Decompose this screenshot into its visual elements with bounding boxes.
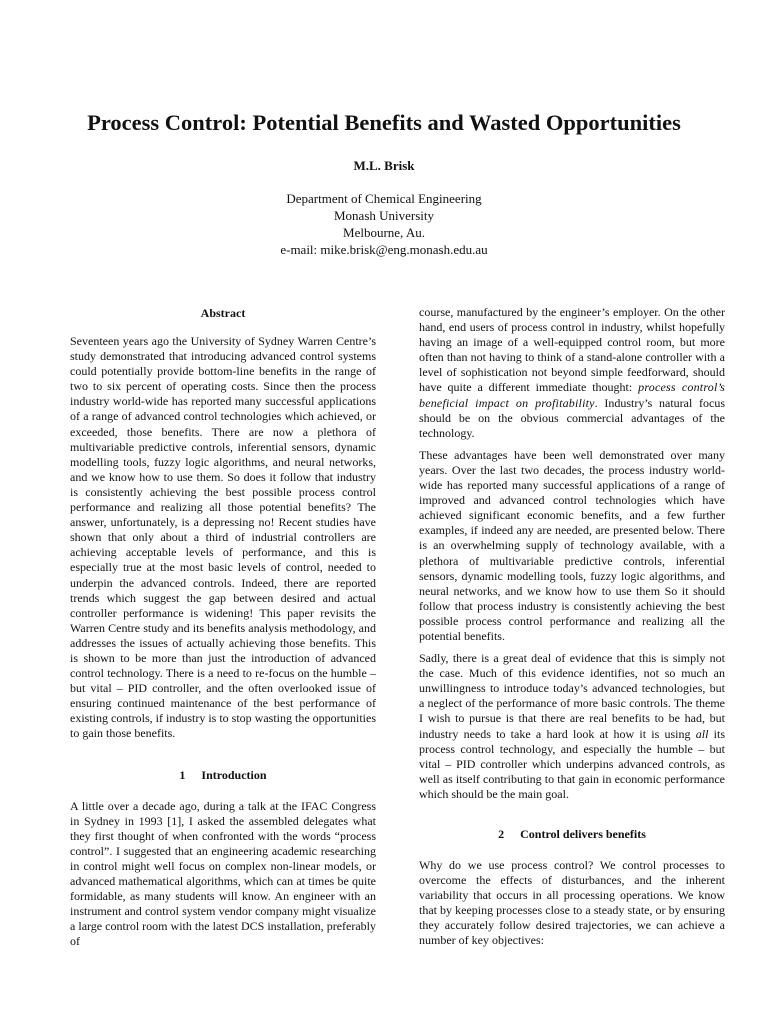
intro-p4-text-end: its process control technology, and especially the humble – but vital – PID controller which underpins advanced controls, as well as itself contributing to that gain in economic performance which should be the main goal. xyxy=(419,726,725,801)
right-column xyxy=(419,305,725,956)
author-name: M.L. Brisk xyxy=(353,158,415,173)
section-1-heading xyxy=(70,768,376,783)
intro-p2-text-end: . Industry’s natural focus should be on the obvious commercial advantages of the technology. xyxy=(419,395,725,440)
affiliation-block xyxy=(0,190,768,258)
intro-p4-emphasis: all xyxy=(695,726,709,741)
city: Melbourne, Au. xyxy=(343,225,425,240)
section-2-paragraph-1: Why do we use process control? We control processes to overcome the effects of disturbances, and the inherent variability that occurs in all processing operations. We know that by keeping processes close to a steady state, or by ensuring they accurately follow desired trajectories, we can achieve a number of key objectives: xyxy=(419,858,725,948)
abstract-text: Seventeen years ago the University of Sydney Warren Centre’s study demonstrated that introducing advanced control systems could potentially provide bottom-line benefits in the range of two to six percent of operating costs. Since then the process industry world-wide has reported many successful applications of a range of advanced control technologies which achieved, or exceeded, those benefits. There are now a plethora of multivariable predictive controls, inferential sensors, dynamic modelling tools, fuzzy logic algorithms, and neural networks, and we know how to use them. So does it follow that industry is consistently achieving the best possible process control performance and realizing all those potential benefits? The answer, unfortunately, is a depressing no! Recent studies have shown that only about a third of industrial controllers are achieving acceptable levels of performance, and this is especially true at the most basic levels of control, needed to underpin the advanced controls. Indeed, there are reported trends which suggest the gap between desired and actual controller performance is widening! This paper revisits the Warren Centre study and its benefits analysis methodology, and addresses the issues of actually achieving those benefits. This is shown to be more than just the introduction of advanced control technology. There is a need to re-focus on the humble – but vital – PID controller, and the often overlooked issue of ensuring continued maintenance of the best performance of existing controls, if industry is to stop wasting the opportunities to gain those benefits. xyxy=(70,334,376,741)
section-1-title: Introduction xyxy=(201,767,267,782)
abstract-heading: Abstract xyxy=(200,306,246,320)
section-2-number: 2 xyxy=(498,827,505,841)
intro-paragraph-2 xyxy=(419,305,725,441)
intro-p4-text: Sadly, there is a great deal of evidence that this is simply not the case. Much of this evidence identifies, not so much an unwillingness to introduce today’s advanced technologies, but a neglect of the performance of more basic controls. The theme I wish to pursue is that there are real benefits to be had, but industry needs to take a hard look at how it is using xyxy=(419,651,725,741)
intro-paragraph-3: These advantages have been well demonstrated over many years. Over the last two decades, the process industry world-wide has reported many successful applications of a range of improved and advanced control technologies which have achieved significant economic benefits, and a few further examples, if indeed any are needed, are presented below. There is an overwhelming supply of technology available, with a plethora of multivariable predictive controls, inferential sensors, dynamic modelling tools, fuzzy logic algorithms, and neural networks, and we know how to use them So it should follow that process industry is consistently achieving the best possible process control performance and realizing all the potential benefits. xyxy=(419,447,725,643)
paper-title: Process Control: Potential Benefits and Wasted Opportunities xyxy=(87,110,681,135)
section-2-title: Control delivers benefits xyxy=(520,827,646,841)
section-1-number: 1 xyxy=(179,767,186,782)
section-2-heading xyxy=(419,827,725,842)
email: e-mail: mike.brisk@eng.monash.edu.au xyxy=(280,242,488,257)
intro-paragraph-4 xyxy=(419,651,725,802)
intro-paragraph-1: A little over a decade ago, during a talk at the IFAC Congress in Sydney in 1993 [1], I asked the assembled delegates what they first thought of when confronted with the words “process control”. I suggested that an engineering academic researching in control might well focus on complex non-linear models, or advanced mathematical algorithms, which can at times be quite formidable, as many students will know. An engineer with an instrument and control system vendor company might visualize a large control room with the latest DCS installation, preferably of xyxy=(70,798,376,949)
intro-p2-text: course, manufactured by the engineer’s employer. On the other hand, end users of process control in industry, whilst hopefully having an image of a well-equipped control room, but more often than not having to think of a stand-alone controller with a level of sophistication not beyond simple feedforward, should have quite a different immediate thought: xyxy=(419,305,725,395)
university: Monash University xyxy=(333,208,435,223)
intro-p2-emphasis: process control’s beneficial impact on profitability xyxy=(419,380,725,410)
left-column xyxy=(70,306,376,956)
department: Department of Chemical Engineering xyxy=(286,191,482,206)
